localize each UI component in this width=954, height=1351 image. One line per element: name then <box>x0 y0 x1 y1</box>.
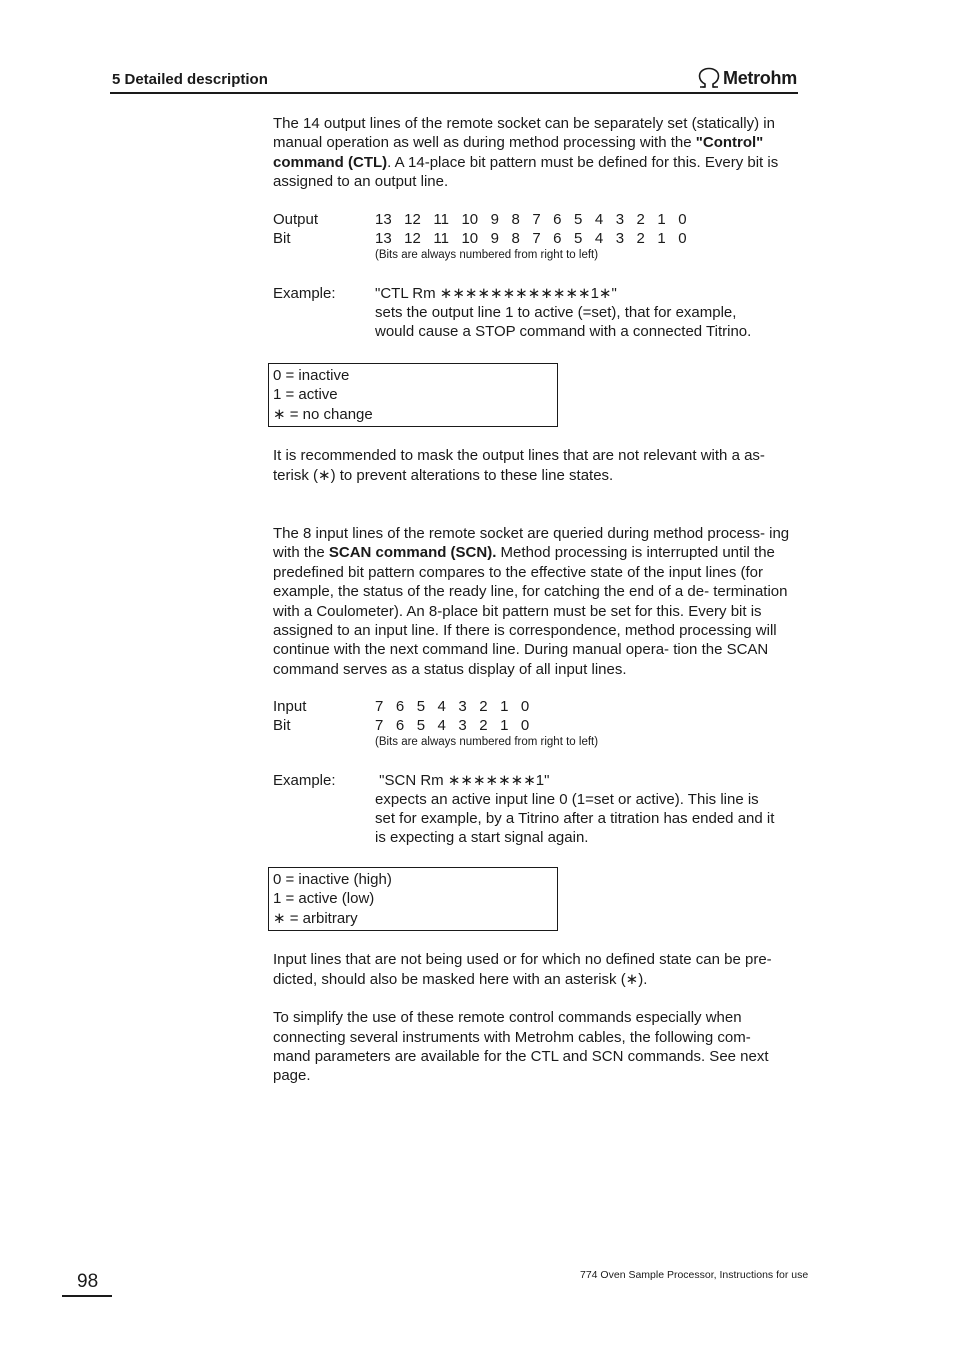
ctl-legend-box <box>268 363 558 427</box>
scn-example-text: expects an active input line 0 (1=set or active). This line is <box>375 791 759 808</box>
metrohm-logo <box>697 66 797 90</box>
legend-item: 1 = active (low) <box>273 890 375 908</box>
input-bit-values: 7 6 5 4 3 2 1 0 <box>375 698 530 715</box>
legend-item: 0 = inactive (high) <box>273 871 392 888</box>
final-paragraph: mand parameters are available for the CTL and SCN commands. See next <box>273 1048 769 1065</box>
legend-item: ∗ = arbitrary <box>273 909 358 927</box>
document-title: 774 Oven Sample Processor, Instructions for use <box>580 1269 809 1281</box>
bit-label: Bit <box>273 717 291 734</box>
scn-example-text: set for example, by a Titrino after a titration has ended and it <box>375 810 775 827</box>
output-bit-values: 13 12 11 10 9 8 7 6 5 4 3 2 1 0 <box>375 211 687 228</box>
ctl-example-text: would cause a STOP command with a connected Titrino. <box>375 323 752 340</box>
ctl-mask-note: It is recommended to mask the output lines that are not relevant with a as- <box>273 447 765 464</box>
header-rule <box>110 92 798 94</box>
ctl-mask-note: terisk (∗) to prevent alterations to these line states. <box>273 467 614 484</box>
bit-values: 7 6 5 4 3 2 1 0 <box>375 717 530 734</box>
input-label: Input <box>273 698 307 715</box>
logo-text: Metrohm <box>723 67 797 88</box>
legend-item: ∗ = no change <box>273 405 373 423</box>
page-number: 98 <box>77 1271 99 1292</box>
ctl-example-command: "CTL Rm ∗∗∗∗∗∗∗∗∗∗∗∗1∗" <box>375 285 617 302</box>
ctl-example-text: sets the output line 1 to active (=set), that for example, <box>375 304 737 321</box>
footer-rule <box>62 1295 112 1297</box>
final-paragraph: To simplify the use of these remote control commands especially when <box>273 1009 742 1026</box>
bits-note: (Bits are always numbered from right to left) <box>375 249 599 261</box>
output-label: Output <box>273 211 319 228</box>
bits-note: (Bits are always numbered from right to left) <box>375 736 599 748</box>
final-paragraph: connecting several instruments with Metrohm cables, the following com- <box>273 1029 751 1046</box>
scn-legend-box <box>268 867 558 931</box>
section-title: 5 Detailed description <box>112 71 268 88</box>
legend-item: 0 = inactive <box>273 367 350 384</box>
scn-intro-paragraph: The 8 input lines of the remote socket are queried during method process- ing with the SCAN command (SCN). Method processing is interrupted until the predefined bit pattern compares to the effective state of the input lines (for example, the status of the ready line, for catching the end of a de- termination with a Coulometer). An 8-place bit pattern must be set for this. Every bit is assigned to an input line. If there is correspondence, method processing will continue with the next command line. During manual opera- tion the SCAN command serves as a status display of all input lines. <box>273 525 790 678</box>
example-label: Example: <box>273 285 336 302</box>
omega-logo-icon <box>697 67 721 89</box>
scn-example-text: is expecting a start signal again. <box>375 829 589 846</box>
bit-values: 13 12 11 10 9 8 7 6 5 4 3 2 1 0 <box>375 230 687 247</box>
ctl-intro-paragraph: The 14 output lines of the remote socket can be separately set (statically) in manual operation as well as during method processing with the "Control" command (CTL). A 14-place bit pattern must be defined for this. Every bit is assigned to an output line. <box>273 115 779 191</box>
bit-label: Bit <box>273 230 291 247</box>
scn-example-command: "SCN Rm ∗∗∗∗∗∗∗1" <box>375 772 550 789</box>
scn-mask-note: Input lines that are not being used or for which no defined state can be pre- <box>273 951 772 968</box>
final-paragraph: page. <box>273 1067 311 1084</box>
example-label: Example: <box>273 772 336 789</box>
legend-item: 1 = active <box>273 386 338 404</box>
scn-mask-note: dicted, should also be masked here with an asterisk (∗). <box>273 971 648 988</box>
